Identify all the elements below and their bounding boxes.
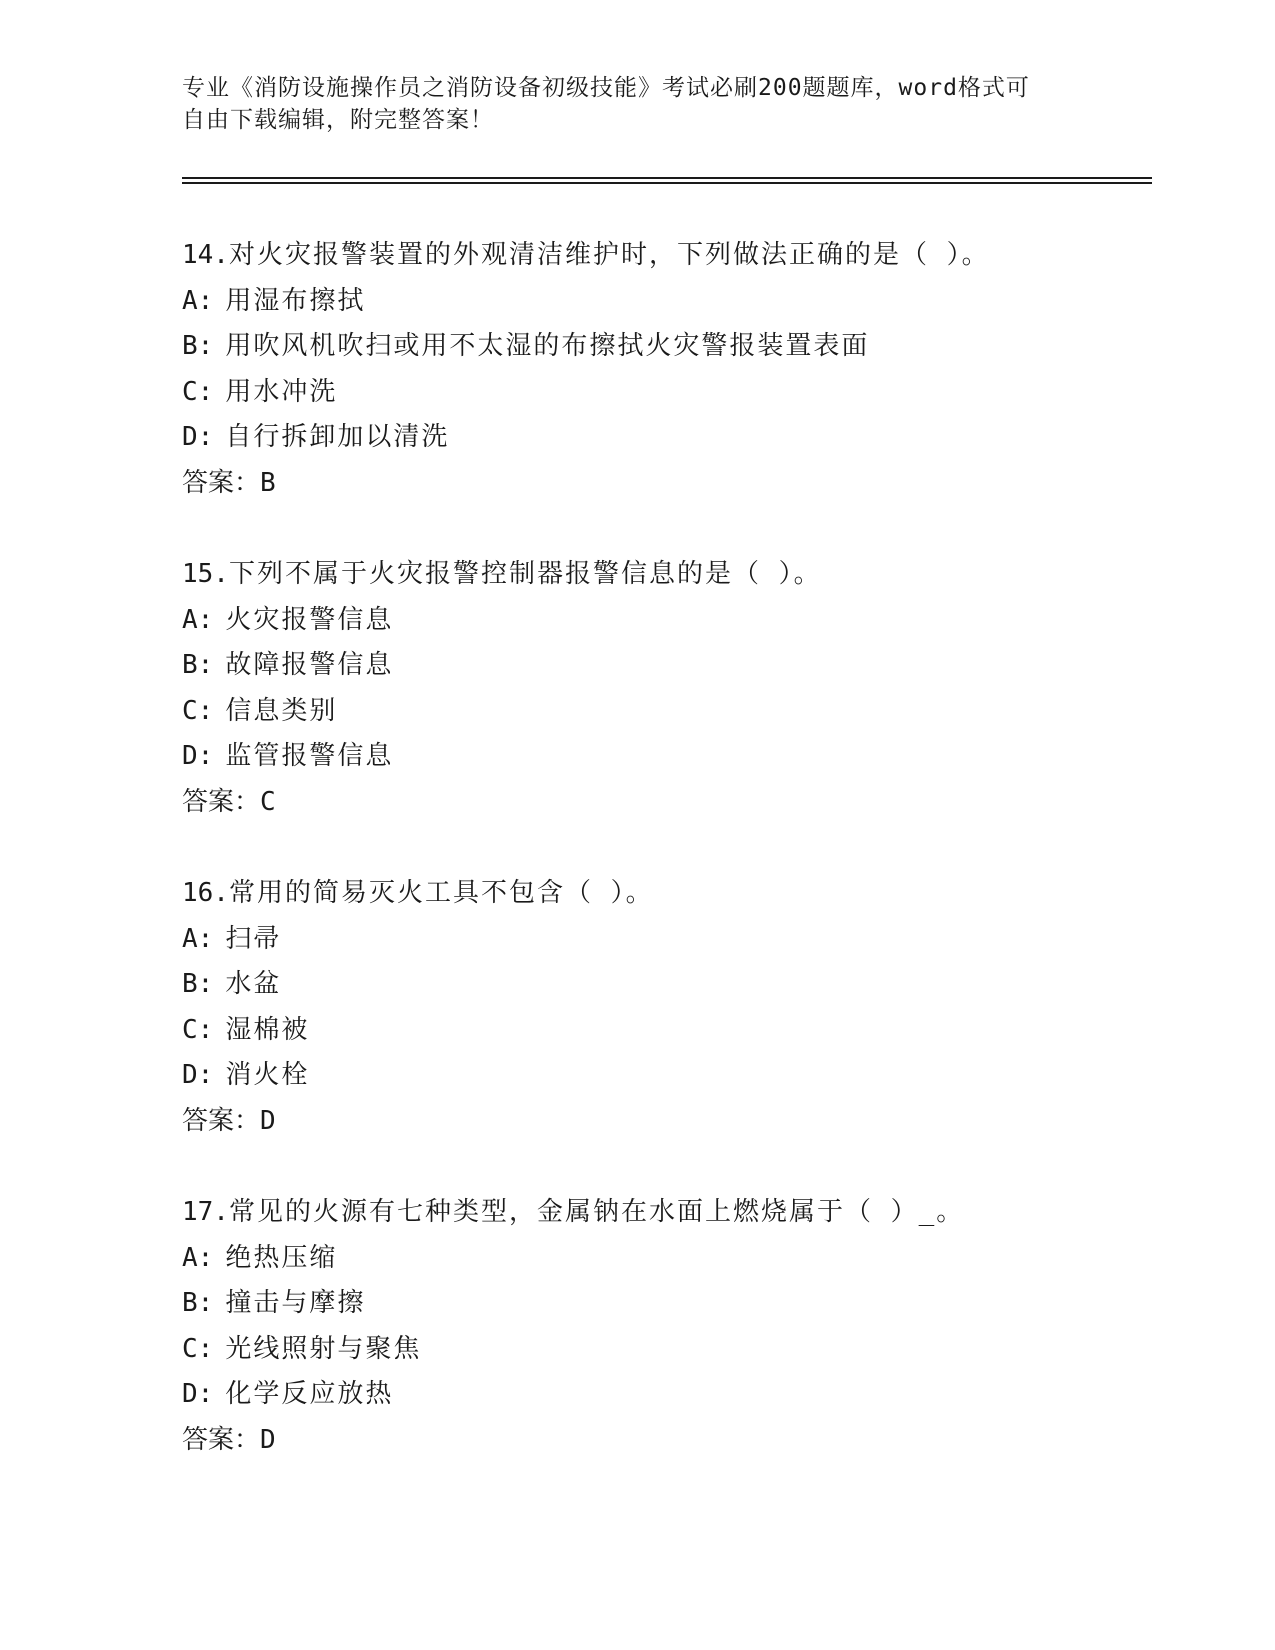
option-text: 用水冲洗: [225, 376, 338, 407]
option-text: 绝热压缩: [225, 1242, 338, 1273]
option-a: [182, 598, 1182, 644]
question-text: 常用的简易灭火工具不包含（ ）。: [228, 878, 654, 908]
option-text: 扫帚: [225, 923, 282, 954]
option-key: C:: [182, 1333, 214, 1364]
header-line-1: 专业《消防设施操作员之消防设备初级技能》考试必刷200题题库，word格式可: [182, 75, 1030, 101]
answer-line: [182, 780, 1182, 826]
answer-value: B: [260, 467, 276, 498]
document-header: [182, 72, 1082, 136]
question-stem: [182, 871, 1182, 917]
option-key: C:: [182, 376, 214, 407]
header-divider-top: [182, 177, 1152, 179]
option-b: [182, 643, 1182, 689]
option-key: B:: [182, 1288, 214, 1318]
question-15: [182, 552, 1182, 825]
option-key: D:: [182, 1379, 214, 1409]
option-text: 撞击与摩擦: [225, 1288, 366, 1318]
option-key: C:: [182, 1014, 214, 1045]
option-key: B:: [182, 969, 214, 999]
option-b: [182, 1281, 1182, 1327]
option-key: D:: [182, 422, 214, 452]
option-key: A:: [182, 285, 214, 316]
option-text: 用湿布擦拭: [225, 285, 366, 316]
option-text: 用吹风机吹扫或用不太湿的布擦拭火灾警报装置表面: [225, 331, 870, 361]
option-text: 自行拆卸加以清洗: [225, 422, 450, 452]
option-key: D:: [182, 741, 214, 771]
answer-label: 答案：: [182, 786, 261, 817]
answer-value: D: [260, 1105, 276, 1136]
option-text: 化学反应放热: [225, 1379, 394, 1409]
question-text: 常见的火源有七种类型，金属钠在水面上燃烧属于（ ）_。: [228, 1197, 965, 1227]
option-d: [182, 734, 1182, 780]
option-d: [182, 415, 1182, 461]
option-key: A:: [182, 1242, 214, 1273]
question-14: [182, 233, 1182, 506]
option-text: 消火栓: [225, 1060, 310, 1090]
option-c: [182, 689, 1182, 735]
answer-label: 答案：: [182, 1424, 261, 1455]
answer-line: [182, 1099, 1182, 1145]
question-number: 15.: [182, 559, 229, 589]
question-text: 对火灾报警装置的外观清洁维护时，下列做法正确的是（ ）。: [228, 240, 990, 270]
question-number: 16.: [182, 878, 229, 908]
option-key: A:: [182, 923, 214, 954]
option-b: [182, 962, 1182, 1008]
option-c: [182, 1327, 1182, 1373]
header-divider-bottom: [182, 182, 1152, 184]
question-stem: [182, 552, 1182, 598]
option-key: B:: [182, 331, 214, 361]
option-text: 水盆: [225, 969, 282, 999]
option-text: 火灾报警信息: [225, 604, 394, 635]
option-key: C:: [182, 695, 214, 726]
option-key: A:: [182, 604, 214, 635]
option-text: 故障报警信息: [225, 650, 394, 680]
question-number: 14.: [182, 240, 229, 270]
option-text: 光线照射与聚焦: [225, 1333, 422, 1364]
answer-label: 答案：: [182, 467, 261, 498]
option-b: [182, 324, 1182, 370]
question-stem: [182, 233, 1182, 279]
question-text: 下列不属于火灾报警控制器报警信息的是（ ）。: [228, 559, 822, 589]
question-16: [182, 871, 1182, 1144]
answer-label: 答案：: [182, 1105, 261, 1136]
option-key: B:: [182, 650, 214, 680]
question-number: 17.: [182, 1197, 229, 1227]
option-text: 监管报警信息: [225, 741, 394, 771]
answer-value: C: [260, 786, 276, 817]
header-line-2: 自由下载编辑，附完整答案！: [182, 107, 494, 133]
answer-line: [182, 1418, 1182, 1464]
answer-value: D: [260, 1424, 276, 1455]
option-text: 信息类别: [225, 695, 338, 726]
question-stem: [182, 1190, 1182, 1236]
option-key: D:: [182, 1060, 214, 1090]
question-17: [182, 1190, 1182, 1463]
option-a: [182, 279, 1182, 325]
option-text: 湿棉被: [225, 1014, 310, 1045]
option-a: [182, 1236, 1182, 1282]
option-a: [182, 917, 1182, 963]
option-c: [182, 370, 1182, 416]
option-c: [182, 1008, 1182, 1054]
answer-line: [182, 461, 1182, 507]
option-d: [182, 1372, 1182, 1418]
option-d: [182, 1053, 1182, 1099]
